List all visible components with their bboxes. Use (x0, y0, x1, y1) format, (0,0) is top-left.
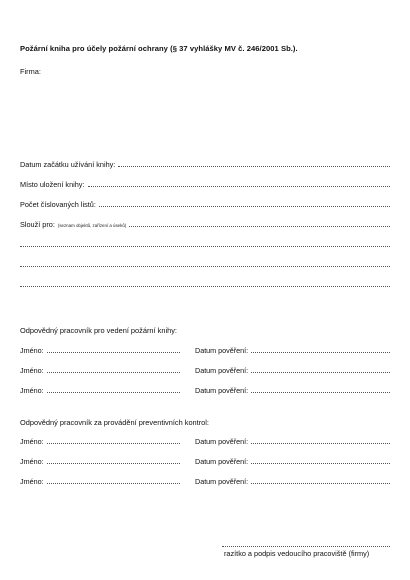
pocet-listu-line[interactable] (99, 206, 390, 207)
jmeno-line[interactable] (47, 483, 180, 484)
slouzi-pro-continuation-line[interactable] (20, 286, 390, 287)
signature-label: razítko a podpis vedoucího pracoviště (firmy) (224, 549, 370, 558)
datum-povereni-line[interactable] (251, 443, 390, 444)
jmeno-label: Jméno: (20, 437, 44, 446)
pocet-listu-field (20, 197, 390, 209)
datum-povereni-label: Datum pověření: (195, 366, 249, 375)
pocet-listu-label: Počet číslovaných listů: (20, 200, 96, 209)
datum-povereni-label: Datum pověření: (195, 346, 249, 355)
form-title: Požární kniha pro účely požární ochrany (§ 37 vyhlášky MV č. 246/2001 Sb.). (20, 44, 298, 53)
datum-povereni-label: Datum pověření: (195, 457, 249, 466)
jmeno-line[interactable] (47, 372, 180, 373)
jmeno-label: Jméno: (20, 386, 44, 395)
jmeno-line[interactable] (47, 463, 180, 464)
vedeni-row (20, 383, 390, 395)
kontrol-row (20, 454, 390, 466)
section-vedeni-heading: Odpovědný pracovník pro vedení požární knihy: (20, 326, 177, 335)
kontrol-row (20, 434, 390, 446)
jmeno-label: Jméno: (20, 477, 44, 486)
signature-line[interactable] (222, 546, 390, 547)
misto-ulozeni-field (20, 177, 390, 189)
slouzi-pro-field (20, 217, 390, 229)
jmeno-label: Jméno: (20, 366, 44, 375)
slouzi-pro-label: Slouží pro: (20, 220, 55, 229)
datum-povereni-line[interactable] (251, 392, 390, 393)
section-kontrol-heading: Odpovědný pracovník za provádění preventivních kontrol: (20, 418, 209, 427)
datum-povereni-label: Datum pověření: (195, 386, 249, 395)
slouzi-pro-note: (seznam objektů, zařízení a úseků) (57, 223, 127, 228)
vedeni-row (20, 363, 390, 375)
firma-label: Firma: (20, 67, 41, 76)
slouzi-pro-continuation-line[interactable] (20, 246, 390, 247)
datum-povereni-line[interactable] (251, 372, 390, 373)
slouzi-pro-continuation-line[interactable] (20, 266, 390, 267)
datum-povereni-line[interactable] (251, 463, 390, 464)
jmeno-label: Jméno: (20, 457, 44, 466)
datum-zacatku-label: Datum začátku užívání knihy: (20, 160, 116, 169)
datum-zacatku-line[interactable] (118, 166, 390, 167)
jmeno-line[interactable] (47, 352, 180, 353)
datum-povereni-label: Datum pověření: (195, 437, 249, 446)
jmeno-line[interactable] (47, 392, 180, 393)
datum-zacatku-field (20, 157, 390, 169)
kontrol-row (20, 474, 390, 486)
misto-ulozeni-label: Místo uložení knihy: (20, 180, 85, 189)
misto-ulozeni-line[interactable] (88, 186, 391, 187)
vedeni-row (20, 343, 390, 355)
datum-povereni-label: Datum pověření: (195, 477, 249, 486)
jmeno-line[interactable] (47, 443, 180, 444)
datum-povereni-line[interactable] (251, 483, 390, 484)
jmeno-label: Jméno: (20, 346, 44, 355)
datum-povereni-line[interactable] (251, 352, 390, 353)
slouzi-pro-line[interactable] (129, 226, 390, 227)
